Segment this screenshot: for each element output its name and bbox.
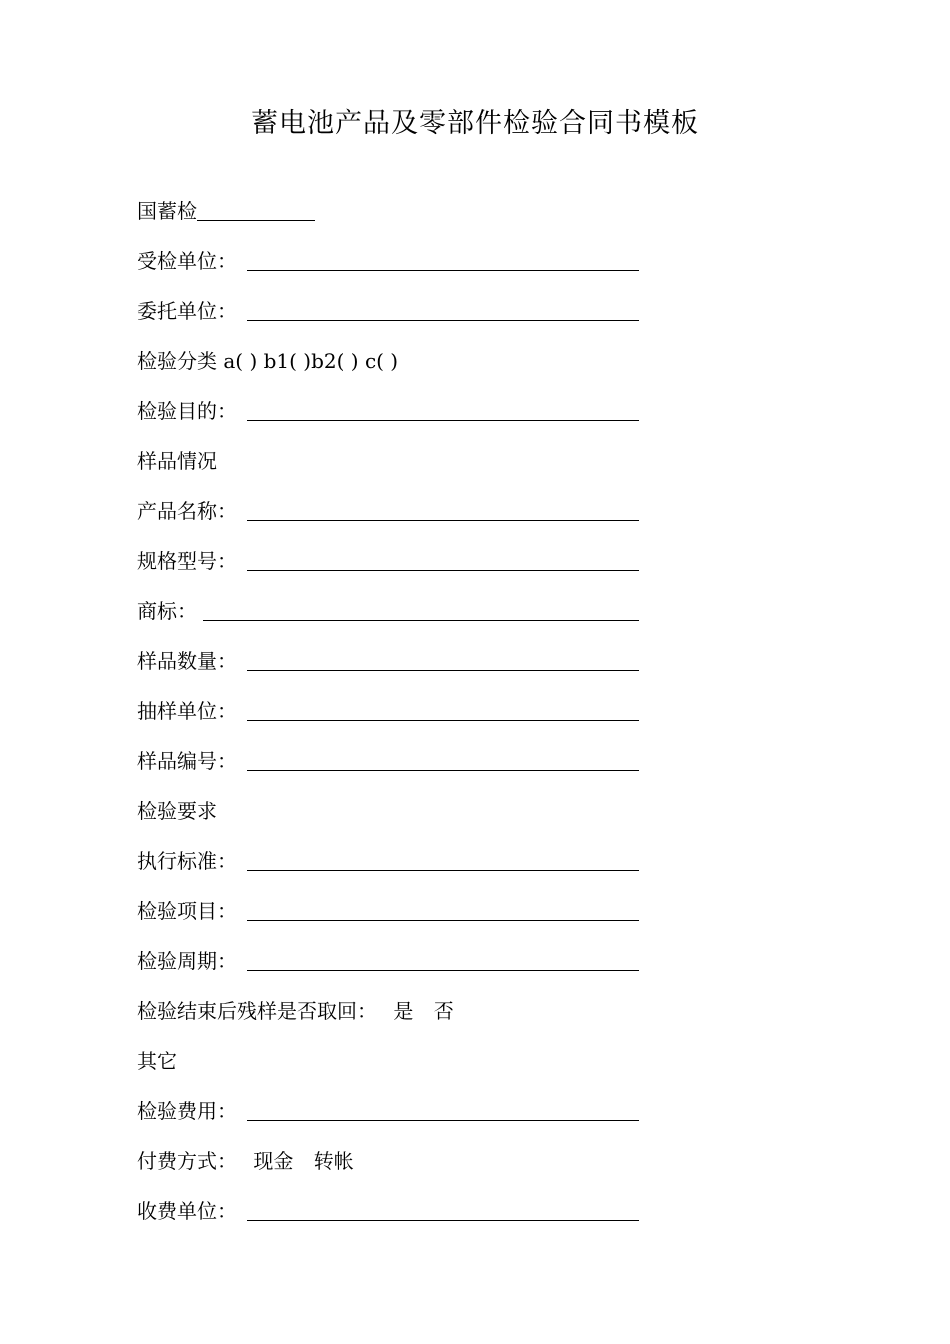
sample-quantity-label: 样品数量： <box>137 649 237 673</box>
sampling-unit-label: 抽样单位： <box>137 699 237 723</box>
period-blank[interactable] <box>247 970 639 971</box>
trademark-label: 商标： <box>137 599 197 623</box>
row-fee <box>137 1096 237 1126</box>
inspected-unit-blank[interactable] <box>247 270 639 271</box>
sample-number-label: 样品编号： <box>137 749 237 773</box>
row-payment <box>137 1146 368 1176</box>
retrieve-no-option[interactable]: 否 <box>433 999 454 1023</box>
fee-label: 检验费用： <box>137 1099 237 1123</box>
standard-label: 执行标准： <box>137 849 237 873</box>
row-entrusting-unit <box>137 296 237 326</box>
purpose-label: 检验目的： <box>137 399 237 423</box>
retrieve-options <box>393 996 467 1026</box>
sampling-unit-blank[interactable] <box>247 720 639 721</box>
row-number <box>137 196 197 226</box>
entrusting-unit-label: 委托单位： <box>137 299 237 323</box>
row-period <box>137 946 237 976</box>
model-label: 规格型号： <box>137 549 237 573</box>
row-charging-unit <box>137 1196 237 1226</box>
other-section-heading: 其它 <box>137 1049 177 1073</box>
retrieve-yes-option[interactable]: 是 <box>393 999 414 1023</box>
payment-transfer-option[interactable]: 转帐 <box>313 1149 354 1173</box>
row-items <box>137 896 237 926</box>
row-standard <box>137 846 237 876</box>
charging-unit-label: 收费单位： <box>137 1199 237 1223</box>
items-blank[interactable] <box>247 920 639 921</box>
retrieve-label: 检验结束后残样是否取回： <box>137 999 377 1023</box>
row-sample-quantity <box>137 646 237 676</box>
row-sample-section <box>137 446 217 476</box>
standard-blank[interactable] <box>247 870 639 871</box>
document-title: 蓄电池产品及零部件检验合同书模板 <box>251 108 699 139</box>
items-label: 检验项目： <box>137 899 237 923</box>
sample-number-blank[interactable] <box>247 770 639 771</box>
row-other-section <box>137 1046 177 1076</box>
number-label: 国蓄检 <box>137 199 197 223</box>
row-trademark <box>137 596 197 626</box>
entrusting-unit-blank[interactable] <box>247 320 639 321</box>
number-blank[interactable] <box>197 220 315 221</box>
row-sample-number <box>137 746 237 776</box>
trademark-blank[interactable] <box>203 620 639 621</box>
fee-blank[interactable] <box>247 1120 639 1121</box>
payment-options <box>253 1146 367 1176</box>
charging-unit-blank[interactable] <box>247 1220 639 1221</box>
inspected-unit-label: 受检单位： <box>137 249 237 273</box>
payment-label: 付费方式： <box>137 1149 237 1173</box>
row-purpose <box>137 396 237 426</box>
sample-quantity-blank[interactable] <box>247 670 639 671</box>
row-model <box>137 546 237 576</box>
product-name-blank[interactable] <box>247 520 639 521</box>
purpose-blank[interactable] <box>247 420 639 421</box>
row-retrieve <box>137 996 468 1026</box>
row-classification <box>137 346 398 376</box>
requirements-section-heading: 检验要求 <box>137 799 217 823</box>
sample-section-heading: 样品情况 <box>137 449 217 473</box>
payment-cash-option[interactable]: 现金 <box>253 1149 294 1173</box>
row-requirements-section <box>137 796 217 826</box>
product-name-label: 产品名称： <box>137 499 237 523</box>
period-label: 检验周期： <box>137 949 237 973</box>
row-product-name <box>137 496 237 526</box>
model-blank[interactable] <box>247 570 639 571</box>
row-sampling-unit <box>137 696 237 726</box>
classification-label[interactable]: 检验分类 a( ) b1( )b2( ) c( ) <box>137 349 399 373</box>
row-inspected-unit <box>137 246 237 276</box>
